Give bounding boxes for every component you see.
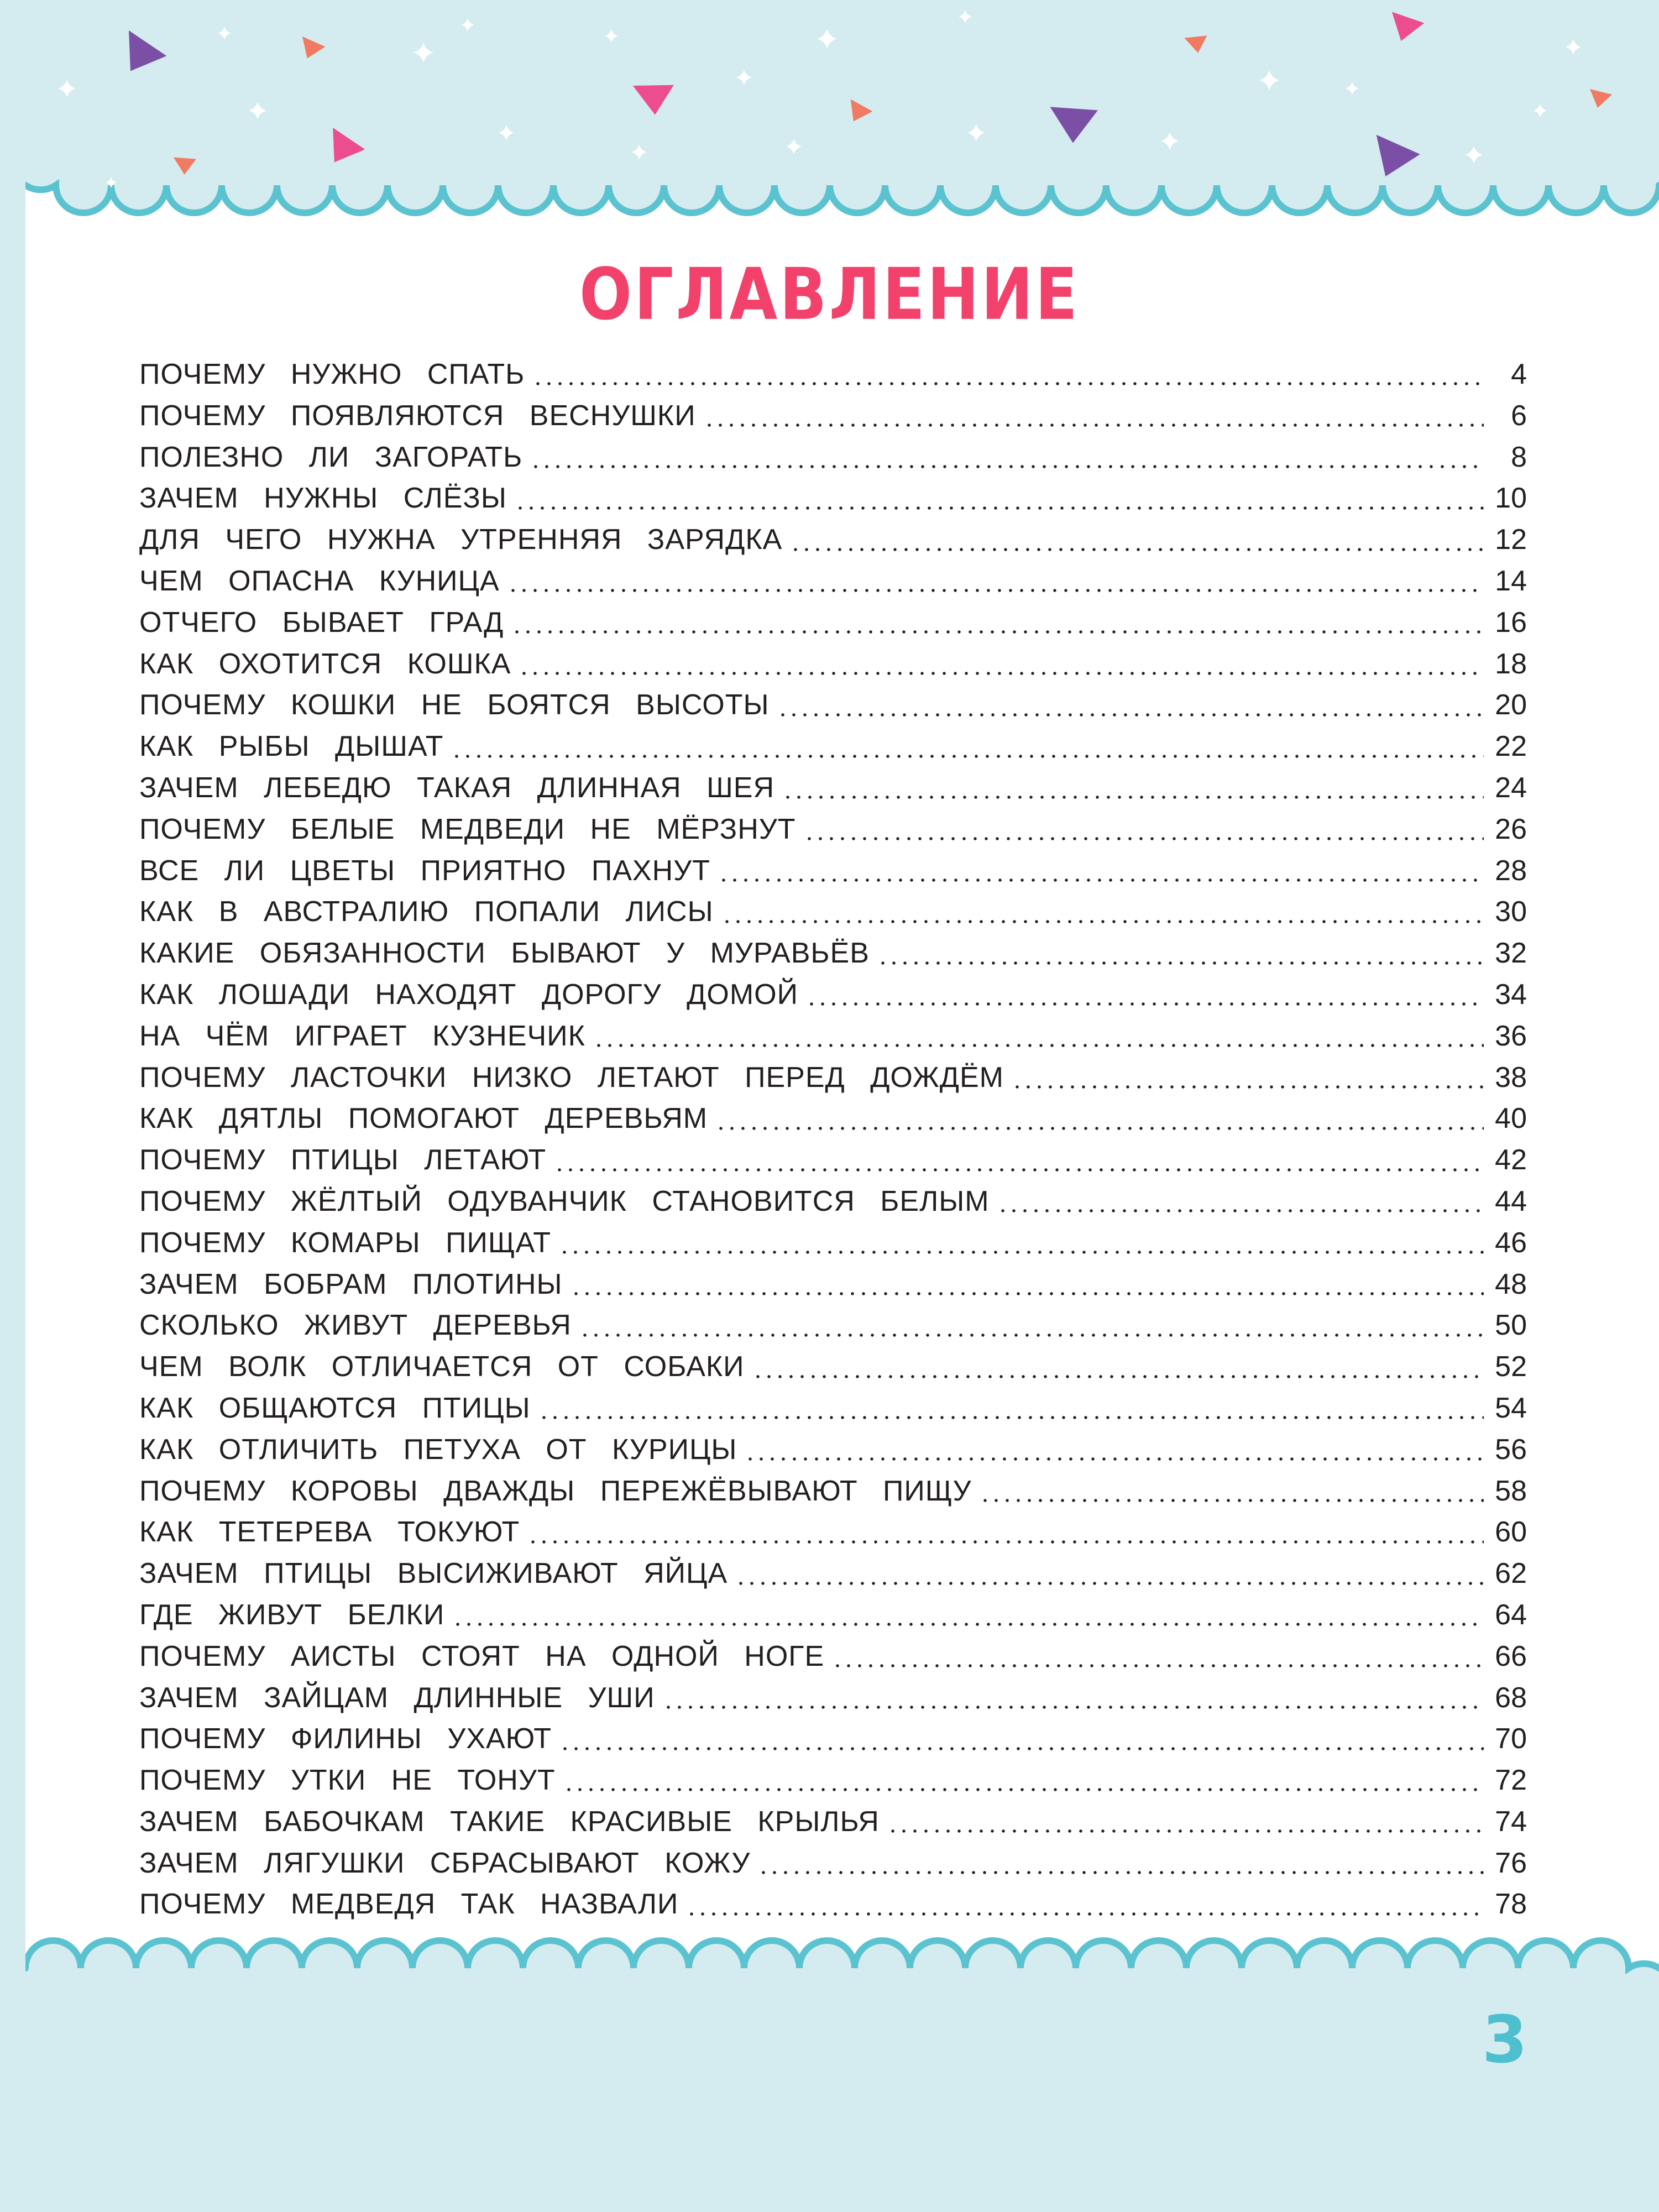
toc-entry-page: 68: [1495, 1681, 1527, 1714]
toc-dot-leader: [887, 1829, 1484, 1833]
toc-dot-leader: [559, 1747, 1484, 1750]
toc-entry-title: ЗАЧЕМ НУЖНЫ СЛЁЗЫ: [139, 482, 507, 515]
toc-entry-title: КАК ОХОТИТСЯ КОШКА: [139, 647, 511, 680]
toc-entry-page: 44: [1495, 1185, 1527, 1217]
toc-entry-title: ЗАЧЕМ ЛЕБЕДЮ ТАКАЯ ДЛИННАЯ ШЕЯ: [139, 771, 775, 804]
toc-entry[interactable]: [139, 1801, 1527, 1843]
toc-entry[interactable]: [139, 1098, 1527, 1139]
toc-entry-title: ОТЧЕГО БЫВАЕТ ГРАД: [139, 606, 504, 639]
toc-dot-leader: [790, 548, 1484, 551]
toc-entry-title: КАК РЫБЫ ДЫШАТ: [139, 730, 444, 763]
toc-entry[interactable]: [139, 1016, 1527, 1057]
toc-entry-title: ПОЧЕМУ БЕЛЫЕ МЕДВЕДИ НЕ МЁРЗНУТ: [139, 813, 796, 845]
toc-entry[interactable]: [139, 684, 1527, 726]
toc-entry[interactable]: [139, 1884, 1527, 1925]
toc-entry-page: 30: [1495, 896, 1527, 928]
toc-entry-title: ПОЧЕМУ УТКИ НЕ ТОНУТ: [139, 1764, 556, 1797]
toc-dot-leader: [735, 1582, 1484, 1585]
toc-dot-leader: [663, 1706, 1484, 1709]
toc-dot-leader: [579, 1334, 1484, 1337]
toc-entry-title: ПОЛЕЗНО ЛИ ЗАГОРАТЬ: [139, 441, 523, 473]
toc-dot-leader: [532, 382, 1484, 385]
toc-entry-title: ПОЧЕМУ ПОЯВЛЯЮТСЯ ВЕСНУШКИ: [139, 399, 696, 432]
toc-entry-page: 34: [1495, 978, 1527, 1011]
toc-entry-page: 52: [1495, 1351, 1527, 1383]
toc-entry-page: 54: [1495, 1392, 1527, 1424]
toc-entry-page: 14: [1495, 564, 1527, 597]
toc-entry[interactable]: [139, 974, 1527, 1016]
toc-dot-leader: [538, 1416, 1484, 1419]
toc-entry-page: 38: [1495, 1061, 1527, 1094]
toc-entry-page: 36: [1495, 1019, 1527, 1052]
toc-entry[interactable]: [139, 1760, 1527, 1801]
toc-dot-leader: [806, 1002, 1484, 1006]
toc-entry[interactable]: [139, 1636, 1527, 1677]
toc-entry[interactable]: [139, 644, 1527, 685]
toc-entry-page: 56: [1495, 1433, 1527, 1466]
toc-entry-title: ПОЧЕМУ КОРОВЫ ДВАЖДЫ ПЕРЕЖЁВЫВАЮТ ПИЩУ: [139, 1474, 972, 1507]
toc-dot-leader: [686, 1912, 1484, 1916]
toc-dot-leader: [554, 1168, 1484, 1172]
table-of-contents: [139, 354, 1527, 1925]
toc-entry[interactable]: [139, 395, 1527, 437]
toc-entry-title: ПОЧЕМУ ФИЛИНЫ УХАЮТ: [139, 1723, 552, 1755]
toc-entry-page: 74: [1495, 1805, 1527, 1838]
toc-entry-page: 24: [1495, 771, 1527, 804]
toc-entry[interactable]: [139, 850, 1527, 892]
toc-entry-page: 46: [1495, 1226, 1527, 1259]
toc-dot-leader: [745, 1457, 1484, 1461]
toc-entry-page: 64: [1495, 1598, 1527, 1631]
toc-entry-title: ЗАЧЕМ ЗАЙЦАМ ДЛИННЫЕ УШИ: [139, 1681, 655, 1714]
footer-decoration: [25, 1924, 1659, 2212]
toc-entry-title: ПОЧЕМУ КОШКИ НЕ БОЯТСЯ ВЫСОТЫ: [139, 689, 770, 721]
toc-entry-page: 6: [1511, 399, 1527, 432]
toc-entry-page: 12: [1495, 524, 1527, 556]
toc-dot-leader: [758, 1871, 1484, 1874]
toc-entry[interactable]: [139, 1388, 1527, 1429]
toc-dot-leader: [782, 796, 1484, 799]
toc-entry[interactable]: [139, 602, 1527, 644]
toc-entry-title: НА ЧЁМ ИГРАЕТ КУЗНЕЧИК: [139, 1019, 585, 1052]
toc-dot-leader: [721, 920, 1484, 923]
toc-dot-leader: [804, 837, 1484, 840]
toc-dot-leader: [718, 878, 1484, 882]
toc-entry-page: 76: [1495, 1847, 1527, 1879]
toc-entry-page: 18: [1495, 647, 1527, 680]
toc-entry-page: 10: [1495, 482, 1527, 515]
toc-entry-title: ДЛЯ ЧЕГО НУЖНА УТРЕННЯЯ ЗАРЯДКА: [139, 524, 783, 556]
toc-entry-page: 66: [1495, 1640, 1527, 1672]
toc-entry-title: КАК В АВСТРАЛИЮ ПОПАЛИ ЛИСЫ: [139, 896, 714, 928]
toc-entry-page: 16: [1495, 606, 1527, 639]
toc-entry-title: ЗАЧЕМ БАБОЧКАМ ТАКИЕ КРАСИВЫЕ КРЫЛЬЯ: [139, 1805, 880, 1838]
toc-entry-title: ЗАЧЕМ ЛЯГУШКИ СБРАСЫВАЮТ КОЖУ: [139, 1847, 751, 1879]
toc-entry[interactable]: [139, 1512, 1527, 1553]
toc-entry-page: 60: [1495, 1516, 1527, 1549]
page-number: 3: [1482, 2001, 1527, 2078]
toc-entry[interactable]: [139, 561, 1527, 602]
toc-dot-leader: [530, 465, 1484, 468]
toc-dot-leader: [451, 755, 1484, 758]
toc-entry-title: ЧЕМ ВОЛК ОТЛИЧАЕТСЯ ОТ СОБАКИ: [139, 1351, 745, 1383]
toc-entry[interactable]: [139, 519, 1527, 561]
toc-entry[interactable]: [139, 1346, 1527, 1388]
toc-entry[interactable]: [139, 767, 1527, 809]
toc-entry-page: 32: [1495, 937, 1527, 970]
toc-dot-leader: [752, 1375, 1484, 1378]
toc-entry-title: КАК ДЯТЛЫ ПОМОГАЮТ ДЕРЕВЬЯМ: [139, 1102, 708, 1135]
toc-dot-leader: [515, 506, 1484, 510]
toc-entry[interactable]: [139, 437, 1527, 478]
toc-entry-page: 42: [1495, 1144, 1527, 1176]
toc-dot-leader: [704, 423, 1484, 427]
toc-dot-leader: [507, 589, 1484, 592]
toc-entry[interactable]: [139, 1429, 1527, 1471]
toc-dot-leader: [997, 1209, 1484, 1212]
toc-dot-leader: [511, 630, 1484, 634]
toc-entry-page: 22: [1495, 730, 1527, 763]
footer-band-fill: [25, 1941, 1659, 2212]
toc-entry-title: ЗАЧЕМ БОБРАМ ПЛОТИНЫ: [139, 1268, 563, 1300]
toc-entry-title: ПОЧЕМУ МЕДВЕДЯ ТАК НАЗВАЛИ: [139, 1888, 679, 1921]
toc-entry-title: ГДЕ ЖИВУТ БЕЛКИ: [139, 1598, 445, 1631]
page-title: ОГЛАВЛЕНИЕ: [579, 253, 1080, 336]
toc-entry-title: ЧЕМ ОПАСНА КУНИЦА: [139, 564, 500, 597]
toc-entry-page: 78: [1495, 1888, 1527, 1921]
toc-entry-page: 28: [1495, 854, 1527, 887]
toc-entry-title: ПОЧЕМУ ЖЁЛТЫЙ ОДУВАНЧИК СТАНОВИТСЯ БЕЛЫМ: [139, 1185, 990, 1217]
toc-entry-page: 50: [1495, 1309, 1527, 1342]
toc-dot-leader: [559, 1251, 1484, 1254]
toc-dot-leader: [777, 713, 1484, 717]
toc-entry-title: СКОЛЬКО ЖИВУТ ДЕРЕВЬЯ: [139, 1309, 572, 1342]
toc-entry[interactable]: [139, 354, 1527, 395]
toc-entry[interactable]: [139, 478, 1527, 519]
toc-dot-leader: [715, 1127, 1484, 1130]
footer-wave-art: [25, 1924, 1659, 2212]
toc-dot-leader: [980, 1499, 1484, 1502]
toc-entry[interactable]: [139, 1057, 1527, 1099]
toc-entry-title: КАК ОБЩАЮТСЯ ПТИЦЫ: [139, 1392, 531, 1424]
toc-entry[interactable]: [139, 1181, 1527, 1222]
toc-entry-title: КАК ОТЛИЧИТЬ ПЕТУХА ОТ КУРИЦЫ: [139, 1433, 737, 1466]
toc-entry-page: 4: [1511, 358, 1527, 390]
toc-entry-page: 70: [1495, 1723, 1527, 1755]
toc-dot-leader: [519, 672, 1484, 675]
confetti-header-art: [25, 0, 1659, 227]
toc-dot-leader: [527, 1540, 1484, 1544]
toc-entry[interactable]: [139, 1139, 1527, 1181]
toc-entry[interactable]: [139, 933, 1527, 974]
toc-entry[interactable]: [139, 1471, 1527, 1512]
toc-entry-page: 58: [1495, 1474, 1527, 1507]
toc-entry-title: ПОЧЕМУ ЛАСТОЧКИ НИЗКО ЛЕТАЮТ ПЕРЕД ДОЖДЁМ: [139, 1061, 1004, 1094]
toc-entry[interactable]: [139, 1305, 1527, 1346]
toc-entry[interactable]: [139, 1843, 1527, 1884]
toc-entry[interactable]: [139, 891, 1527, 933]
toc-entry[interactable]: [139, 1677, 1527, 1719]
toc-entry-title: ПОЧЕМУ АИСТЫ СТОЯТ НА ОДНОЙ НОГЕ: [139, 1640, 825, 1672]
toc-dot-leader: [452, 1623, 1484, 1626]
toc-entry-title: КАК ЛОШАДИ НАХОДЯТ ДОРОГУ ДОМОЙ: [139, 978, 798, 1011]
toc-entry-page: 8: [1511, 441, 1527, 473]
toc-entry-title: ПОЧЕМУ НУЖНО СПАТЬ: [139, 358, 525, 390]
toc-entry-title: КАК ТЕТЕРЕВА ТОКУЮТ: [139, 1516, 520, 1549]
toc-entry[interactable]: [139, 1553, 1527, 1594]
toc-entry-page: 72: [1495, 1764, 1527, 1797]
header-band-fill: [25, 0, 1659, 213]
toc-entry-title: ПОЧЕМУ ПТИЦЫ ЛЕТАЮТ: [139, 1144, 547, 1176]
toc-entry[interactable]: [139, 1718, 1527, 1760]
toc-entry-title: ЗАЧЕМ ПТИЦЫ ВЫСИЖИВАЮТ ЯЙЦА: [139, 1557, 728, 1590]
toc-dot-leader: [571, 1292, 1484, 1295]
toc-dot-leader: [563, 1788, 1484, 1791]
toc-entry-page: 40: [1495, 1102, 1527, 1135]
toc-entry-title: ПОЧЕМУ КОМАРЫ ПИЩАТ: [139, 1226, 552, 1259]
toc-dot-leader: [877, 961, 1484, 965]
toc-entry-title: ВСЕ ЛИ ЦВЕТЫ ПРИЯТНО ПАХНУТ: [139, 854, 710, 887]
toc-entry[interactable]: [139, 1594, 1527, 1636]
header-decoration: [25, 0, 1659, 227]
toc-dot-leader: [593, 1044, 1484, 1047]
toc-entry[interactable]: [139, 809, 1527, 850]
toc-entry-page: 62: [1495, 1557, 1527, 1590]
toc-entry[interactable]: [139, 1264, 1527, 1305]
toc-entry-page: 26: [1495, 813, 1527, 845]
toc-entry[interactable]: [139, 1222, 1527, 1264]
toc-dot-leader: [832, 1664, 1484, 1667]
toc-entry[interactable]: [139, 726, 1527, 767]
toc-entry-page: 48: [1495, 1268, 1527, 1300]
toc-dot-leader: [1012, 1085, 1484, 1089]
toc-entry-title: КАКИЕ ОБЯЗАННОСТИ БЫВАЮТ У МУРАВЬЁВ: [139, 937, 870, 970]
toc-entry-page: 20: [1495, 689, 1527, 721]
